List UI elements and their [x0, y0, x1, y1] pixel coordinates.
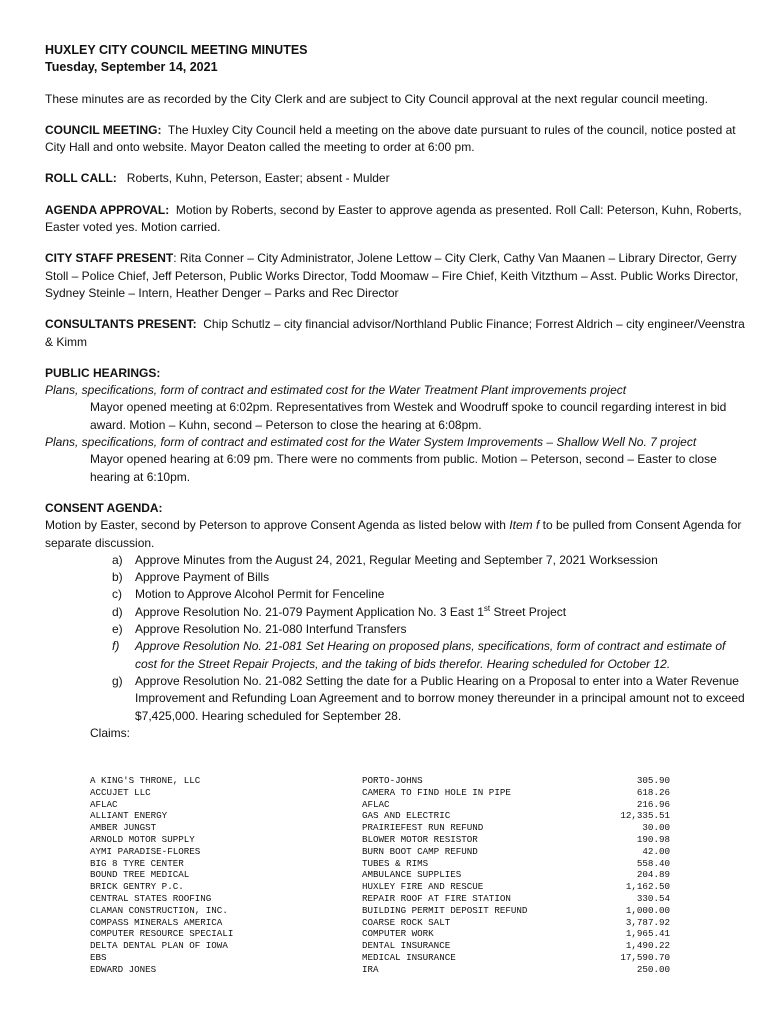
table-row: [90, 928, 680, 940]
roll-call-section: [45, 170, 745, 187]
claim-vendor: CENTRAL STATES ROOFING: [90, 892, 212, 904]
council-meeting-label: COUNCIL MEETING:: [45, 122, 162, 137]
meeting-date: Tuesday, September 14, 2021: [45, 60, 218, 75]
list-item: [45, 552, 745, 569]
item-text: Approve Resolution No. 21-080 Interfund Transfers: [135, 622, 407, 637]
item-superscript: st: [483, 603, 491, 613]
claim-description: BURN BOOT CAMP REFUND: [362, 845, 478, 857]
table-row: [90, 952, 680, 964]
claim-amount: 250.00: [636, 963, 670, 975]
item-text: Street Project: [490, 604, 567, 619]
list-item: [45, 638, 745, 673]
consultants-label: CONSULTANTS PRESENT:: [45, 317, 197, 332]
claim-description: AMBULANCE SUPPLIES: [362, 869, 462, 881]
item-letter: a): [112, 552, 123, 567]
claim-description: REPAIR ROOF AT FIRE STATION: [362, 892, 511, 904]
claim-vendor: EDWARD JONES: [90, 963, 157, 975]
city-staff-label: CITY STAFF PRESENT: [45, 251, 174, 266]
list-item: [45, 569, 745, 586]
agenda-approval-label: AGENDA APPROVAL:: [45, 202, 170, 217]
claim-amount: 1,000.00: [625, 904, 670, 916]
claim-amount: 1,965.41: [625, 928, 670, 940]
claim-amount: 17,590.70: [620, 951, 670, 963]
list-item: [45, 621, 745, 638]
claim-description: GAS AND ELECTRIC: [362, 810, 451, 822]
item-text: Approve Resolution No. 21-082 Setting the date for a Public Hearing on a Proposal to enter into a Water Revenue Improvement and Refunding Loan Agreement and to borrow money thereunder in a principal amount not to exceed $7,425,000. Hearing scheduled for September 28.: [135, 673, 745, 723]
claim-amount: 12,335.51: [620, 810, 670, 822]
document-title: HUXLEY CITY COUNCIL MEETING MINUTES: [45, 43, 308, 57]
list-item: [45, 586, 745, 603]
item-letter: c): [112, 587, 122, 602]
consent-agenda-label: CONSENT AGENDA:: [45, 500, 163, 515]
city-staff-text: : Rita Conner – City Administrator, Jolene Lettow – City Clerk, Cathy Van Maanen – Library Director, Gerry Stoll – Police Chief, Jeff Peterson, Public Works Director, Todd Moomaw – Fire Chief, Keith Vitzthum – Asst. Public Works Director, Sydney Steinle – Intern, Heather Denger – Parks and Rec Director: [45, 251, 739, 300]
table-row: [90, 881, 680, 893]
claim-amount: 305.90: [636, 775, 670, 786]
claim-vendor: ARNOLD MOTOR SUPPLY: [90, 833, 195, 845]
claim-vendor: COMPASS MINERALS AMERICA: [90, 916, 223, 928]
table-row: [90, 905, 680, 917]
table-row: [90, 964, 680, 976]
item-letter: g): [112, 673, 123, 688]
claim-amount: 190.98: [636, 833, 670, 845]
claim-vendor: EBS: [90, 951, 107, 963]
item-text: Approve Resolution No. 21-079 Payment Application No. 3 East 1: [135, 604, 484, 619]
claim-description: IRA: [362, 963, 379, 975]
claim-amount: 1,490.22: [625, 940, 670, 952]
consent-intro-text: Motion by Easter, second by Peterson to approve Consent Agenda as listed below with: [45, 518, 510, 533]
claim-vendor: AYMI PARADISE-FLORES: [90, 845, 201, 857]
claim-amount: 216.96: [636, 798, 670, 810]
claim-amount: 3,787.92: [625, 916, 670, 928]
city-staff-section: [45, 250, 745, 302]
claim-description: COMPUTER WORK: [362, 928, 434, 940]
intro-paragraph: These minutes are as recorded by the City Clerk and are subject to City Council approval at the next regular council meeting.: [45, 91, 708, 106]
agenda-approval-text: Motion by Roberts, second by Easter to approve agenda as presented. Roll Call: Peterson, Kuhn, Roberts, Easter voted yes. Motion carried.: [45, 202, 742, 235]
table-row: [90, 858, 680, 870]
table-row: [90, 799, 680, 811]
claims-label: Claims:: [90, 725, 131, 740]
claim-description: BUILDING PERMIT DEPOSIT REFUND: [362, 904, 528, 916]
claim-vendor: ACCUJET LLC: [90, 786, 151, 798]
list-item: [45, 673, 745, 725]
claim-vendor: CLAMAN CONSTRUCTION, INC.: [90, 904, 228, 916]
agenda-approval-section: [45, 202, 745, 237]
hearing-text: Mayor opened meeting at 6:02pm. Representatives from Westek and Woodruff spoke to council regarding interest in bid award. Motion – Kuhn, second – Peterson to close the hearing at 6:08pm.: [90, 400, 727, 432]
table-row: [90, 775, 680, 787]
claim-vendor: AMBER JUNGST: [90, 822, 157, 834]
hearing-heading: Plans, specifications, form of contract and estimated cost for the Water System Improvements – Shallow Well No. 7 project: [45, 435, 697, 450]
claim-vendor: A KING'S THRONE, LLC: [90, 775, 201, 786]
table-row: [90, 869, 680, 881]
consultants-section: [45, 316, 745, 351]
claim-vendor: BIG 8 TYRE CENTER: [90, 857, 184, 869]
claim-vendor: BOUND TREE MEDICAL: [90, 869, 190, 881]
table-row: [90, 810, 680, 822]
consent-intro-item: Item f: [509, 518, 540, 533]
minutes-document: [45, 42, 745, 742]
roll-call-label: ROLL CALL:: [45, 171, 117, 186]
claims-table: [90, 775, 680, 976]
table-row: [90, 917, 680, 929]
claim-vendor: COMPUTER RESOURCE SPECIALI: [90, 928, 234, 940]
claim-description: TUBES & RIMS: [362, 857, 429, 869]
claim-amount: 1,162.50: [625, 881, 670, 893]
consent-intro-text: to be pulled from Consent Agenda for separate discussion.: [45, 518, 742, 550]
consent-agenda-intro: [45, 517, 745, 552]
consultants-text: Chip Schutlz – city financial advisor/Northland Public Finance; Forrest Aldrich – city engineer/Veenstra & Kimm: [45, 317, 745, 349]
claim-amount: 42.00: [642, 845, 670, 857]
item-letter: f): [112, 639, 120, 654]
council-meeting-text: The Huxley City Council held a meeting on the above date pursuant to rules of the council, notice posted at City Hall and onto website. Mayor Deaton called the meeting to order at 6:00 pm.: [45, 122, 736, 155]
roll-call-text: Roberts, Kuhn, Peterson, Easter; absent - Mulder: [126, 171, 390, 186]
claim-amount: 204.89: [636, 869, 670, 881]
claim-amount: 558.40: [636, 857, 670, 869]
claim-vendor: BRICK GENTRY P.C.: [90, 881, 184, 893]
claim-description: AFLAC: [362, 798, 390, 810]
table-row: [90, 940, 680, 952]
public-hearings-label: PUBLIC HEARINGS:: [45, 365, 161, 380]
claim-description: PRAIRIEFEST RUN REFUND: [362, 822, 484, 834]
claim-vendor: ALLIANT ENERGY: [90, 810, 168, 822]
item-text: Motion to Approve Alcohol Permit for Fenceline: [135, 587, 385, 602]
claim-amount: 618.26: [636, 786, 670, 798]
claim-description: DENTAL INSURANCE: [362, 940, 451, 952]
claim-amount: 330.54: [636, 892, 670, 904]
hearing-heading: Plans, specifications, form of contract and estimated cost for the Water Treatment Plant improvements project: [45, 383, 627, 398]
claim-description: COARSE ROCK SALT: [362, 916, 451, 928]
item-letter: d): [112, 604, 123, 619]
claim-vendor: AFLAC: [90, 798, 118, 810]
claim-description: CAMERA TO FIND HOLE IN PIPE: [362, 786, 511, 798]
claim-vendor: DELTA DENTAL PLAN OF IOWA: [90, 940, 228, 952]
hearing-text: Mayor opened hearing at 6:09 pm. There were no comments from public. Motion – Peterson, second – Easter to close hearing at 6:10pm.: [90, 452, 717, 484]
consent-agenda-list: [45, 552, 745, 725]
table-row: [90, 787, 680, 799]
table-row: [90, 834, 680, 846]
claim-description: PORTO-JOHNS: [362, 775, 423, 786]
item-text: Approve Payment of Bills: [135, 570, 270, 585]
table-row: [90, 822, 680, 834]
table-row: [90, 846, 680, 858]
item-text: Approve Resolution No. 21-081 Set Hearing on proposed plans, specifications, form of contract and estimate of cost for the Street Repair Projects, and the taking of bids therefor. Hearing scheduled for October 12.: [135, 639, 726, 671]
claim-description: MEDICAL INSURANCE: [362, 951, 456, 963]
council-meeting-section: [45, 122, 745, 157]
claim-description: BLOWER MOTOR RESISTOR: [362, 833, 478, 845]
item-text: Approve Minutes from the August 24, 2021, Regular Meeting and September 7, 2021 Worksession: [135, 552, 658, 567]
claim-amount: 30.00: [642, 822, 670, 834]
table-row: [90, 893, 680, 905]
list-item: [45, 604, 745, 621]
claim-description: HUXLEY FIRE AND RESCUE: [362, 881, 484, 893]
item-letter: b): [112, 570, 123, 585]
item-letter: e): [112, 622, 123, 637]
